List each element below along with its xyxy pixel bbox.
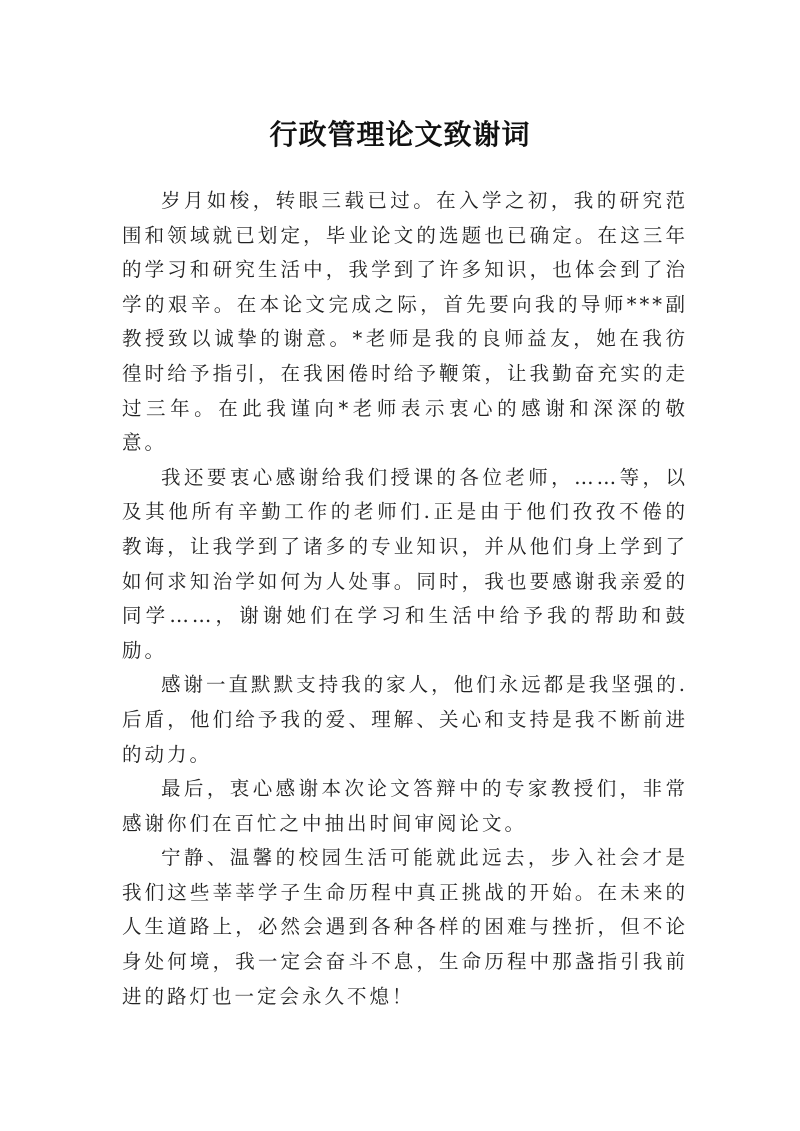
paragraph-5: 宁静、温馨的校园生活可能就此远去，步入社会才是我们这些莘莘学子生命历程中真正挑战的开始。在未来的人生道路上，必然会遇到各种各样的困难与挫折，但不论身处何境，我一定会奋斗不息，生命历程中那盏指引我前进的路灯也一定会永久不熄！ <box>122 846 688 1008</box>
paragraph-4: 最后，衷心感谢本次论文答辩中的专家教授们，非常感谢你们在百忙之中抽出时间审阅论文。 <box>122 777 688 835</box>
paragraph-2: 我还要衷心感谢给我们授课的各位老师，……等，以及其他所有辛勤工作的老师们.正是由于他们孜孜不倦的教诲，让我学到了诸多的专业知识，并从他们身上学到了如何求知治学如何为人处事。同时，我也要感谢我亲爱的同学……，谢谢她们在学习和生活中给予我的帮助和鼓励。 <box>122 465 688 662</box>
document-body <box>122 184 688 1014</box>
paragraph-3: 感谢一直默默支持我的家人，他们永远都是我坚强的.后盾，他们给予我的爱、理解、关心和支持是我不断前进的动力。 <box>122 673 688 766</box>
document-title: 行政管理论文致谢词 <box>269 117 531 151</box>
paragraph-1: 岁月如梭，转眼三载已过。在入学之初，我的研究范围和领域就已划定，毕业论文的选题也已确定。在这三年的学习和研究生活中，我学到了许多知识，也体会到了治学的艰辛。在本论文完成之际，首先要向我的导师***副教授致以诚挚的谢意。*老师是我的良师益友，她在我彷徨时给予指引，在我困倦时给予鞭策，让我勤奋充实的走过三年。在此我谨向*老师表示衷心的感谢和深深的敬意。 <box>122 189 688 455</box>
